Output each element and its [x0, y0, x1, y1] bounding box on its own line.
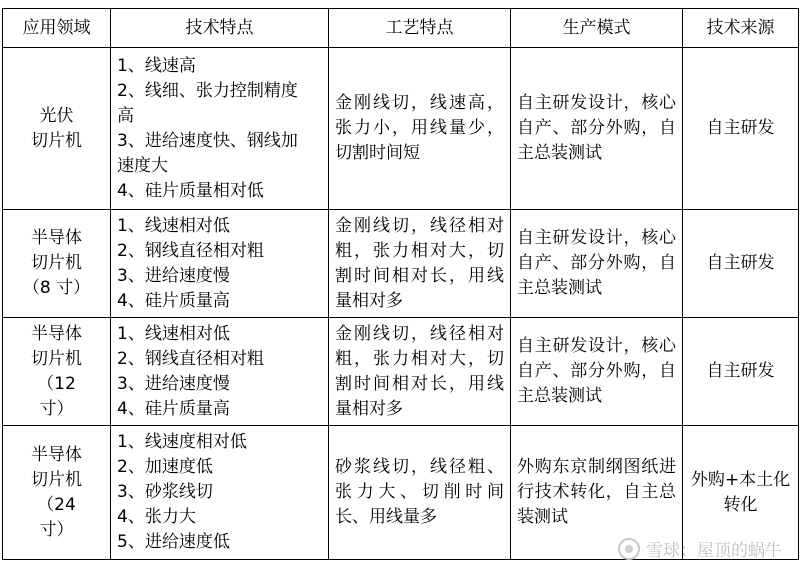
tech-feature-line: 3、进给速度慢 — [117, 373, 230, 394]
production-mode-text: 自主研发设计，核心自产、部分外购，自主总装测试 — [517, 228, 676, 298]
application-line: 切片机 — [31, 253, 82, 273]
application-line: 半导体 — [31, 228, 82, 248]
application-line: 半导体 — [31, 444, 82, 465]
tech-feature-line: 速度大 — [117, 155, 168, 176]
tech-features-cell — [111, 48, 329, 210]
header-row — [3, 9, 799, 48]
snowball-logo-icon — [618, 538, 640, 560]
tech-features-cell — [111, 210, 329, 318]
tech-feature-line: 2、钢线直径相对粗 — [117, 348, 264, 369]
tech-feature-line: 3、进给速度慢 — [117, 265, 230, 286]
tech-feature-line: 4、硅片质量高 — [117, 398, 230, 419]
process-text: 金刚线切，线径相对粗，张力相对大，切割时间相对长，用线量相对多 — [335, 323, 504, 419]
header-process-features: 工艺特点 — [329, 9, 511, 48]
tech-source-cell — [683, 210, 799, 318]
tech-features-cell — [111, 426, 329, 560]
tech-feature-line: 4、张力大 — [117, 507, 196, 527]
tech-feature-line: 2、加速度低 — [117, 457, 213, 477]
process-text: 金刚线切，线速高，张力小，用线量少，切割时间短 — [335, 93, 504, 163]
production-mode-cell — [511, 318, 683, 426]
tech-feature-line: 1、线速相对低 — [117, 215, 230, 236]
tech-source-text: 自主研发 — [706, 253, 775, 273]
tech-feature-line: 2、钢线直径相对粗 — [117, 240, 264, 261]
process-features-cell — [329, 210, 511, 318]
header-application: 应用领域 — [3, 9, 111, 48]
application-line: 半导体 — [31, 323, 82, 344]
tech-feature-line: 5、进给速度低 — [117, 532, 230, 552]
process-features-cell — [329, 318, 511, 426]
tech-feature-line: 1、线速相对低 — [117, 323, 230, 344]
application-line: 切片机 — [31, 130, 82, 151]
production-mode-text: 自主研发设计，核心自产、部分外购，自主总装测试 — [517, 93, 676, 163]
application-cell — [3, 318, 111, 426]
production-mode-text: 自主研发设计，核心自产、部分外购，自主总装测试 — [517, 336, 676, 406]
tech-source-cell — [683, 48, 799, 210]
application-cell — [3, 426, 111, 560]
application-line: 切片机 — [31, 348, 82, 369]
application-line: （8 寸） — [22, 278, 91, 298]
tech-feature-line: 4、硅片质量高 — [117, 290, 230, 311]
process-text: 金刚线切，线径相对粗，张力相对大，切割时间相对长，用线量相对多 — [335, 215, 504, 311]
process-features-cell — [329, 426, 511, 560]
tech-feature-line: 1、线速高 — [117, 55, 196, 76]
tech-feature-line: 3、砂浆线切 — [117, 482, 213, 502]
application-cell — [3, 48, 111, 210]
application-line: 寸） — [39, 398, 74, 419]
application-cell — [3, 210, 111, 318]
application-line: 寸） — [39, 519, 74, 540]
watermark-text: 雪球：屋顶的蜗牛 — [646, 541, 782, 561]
table-row — [3, 48, 799, 210]
tech-source-text: 自主研发 — [706, 361, 775, 381]
application-line: 光伏 — [39, 105, 74, 126]
tech-feature-line: 3、进给速度快、钢线加 — [117, 130, 298, 151]
tech-feature-line: 高 — [117, 105, 134, 126]
production-mode-cell — [511, 210, 683, 318]
tech-feature-line: 1、线速度相对低 — [117, 432, 247, 452]
production-mode-text: 外购东京制纲图纸进行技术转化，自主总装测试 — [517, 457, 676, 527]
process-text: 砂浆线切，线径粗、张力大、切削时间长、用线量多 — [335, 457, 504, 527]
tech-feature-line: 2、线细、张力控制精度 — [117, 80, 298, 101]
production-mode-cell — [511, 48, 683, 210]
tech-source-cell — [683, 318, 799, 426]
tech-source-text: 外购+本土化转化 — [690, 469, 791, 515]
table-row — [3, 318, 799, 426]
application-line: 切片机 — [31, 469, 82, 490]
header-tech-source: 技术来源 — [683, 9, 799, 48]
application-line: （12 — [37, 373, 76, 394]
tech-feature-line: 4、硅片质量相对低 — [117, 180, 264, 201]
process-features-cell — [329, 48, 511, 210]
comparison-table — [2, 8, 799, 560]
watermark — [618, 536, 782, 561]
header-tech-features: 技术特点 — [111, 9, 329, 48]
tech-features-cell — [111, 318, 329, 426]
application-line: （24 — [37, 494, 76, 515]
table-row — [3, 210, 799, 318]
header-production-mode: 生产模式 — [511, 9, 683, 48]
tech-source-text: 自主研发 — [706, 118, 775, 138]
